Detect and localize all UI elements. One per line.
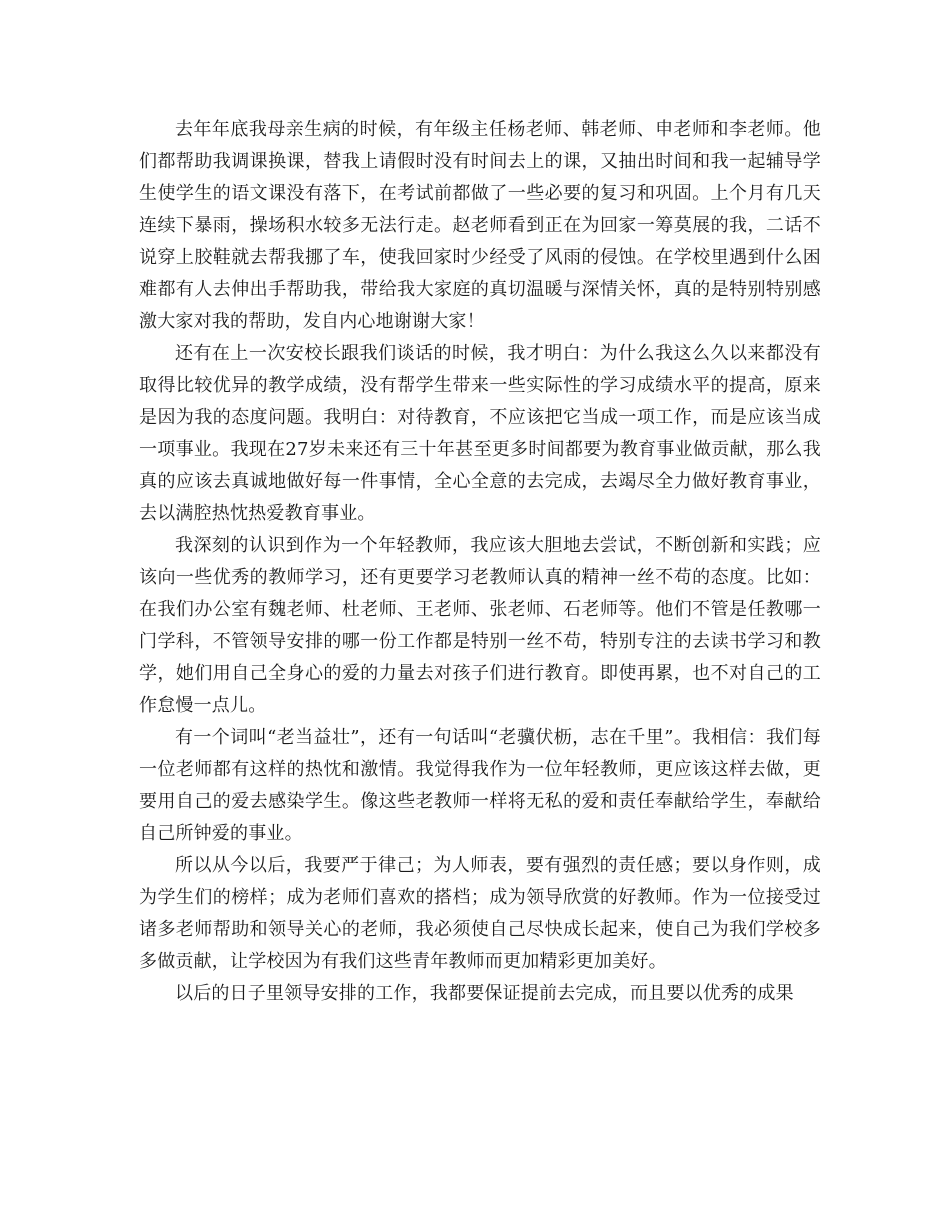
paragraph-3: 我深刻的认识到作为一个年轻教师，我应该大胆地去尝试，不断创新和实践；应该向一些优秀的教师学习，还有更要学习老教师认真的精神一丝不苟的态度。比如：在我们办公室有魏老师、杜老师、王老师、张老师、石老师等。他们不管是任教哪一门学科，不管领导安排的哪一份工作都是特别一丝不苟，特别专注的去读书学习和教学，她们用自己全身心的爱的力量去对孩子们进行教育。即使再累，也不对自己的工作怠慢一点儿。	[139, 535, 821, 716]
paragraph-2: 还有在上一次安校长跟我们谈话的时候，我才明白：为什么我这么久以来都没有取得比较优异的教学成绩，没有帮学生带来一些实际性的学习成绩水平的提高，原来是因为我的态度问题。我明白：对待教育，不应该把它当成一项工作，而是应该当成一项事业。我现在27岁未来还有三十年甚至更多时间都要为教育事业做贡献，那么我真的应该去真诚地做好每一件事情，全心全意的去完成，去竭尽全力做好教育事业，去以满腔热忱热爱教育事业。	[139, 343, 821, 524]
paragraph-4: 有一个词叫“老当益壮”，还有一句话叫“老骥伏枥，志在千里”。我相信：我们每一位老师都有这样的热忱和激情。我觉得我作为一位年轻教师，更应该这样去做，更要用自己的爱去感染学生。像这些老教师一样将无私的爱和责任奉献给学生，奉献给自己所钟爱的事业。	[139, 727, 821, 844]
paragraph-6: 以后的日子里领导安排的工作，我都要保证提前去完成，而且要以优秀的成果	[175, 983, 794, 1004]
paragraph-1: 去年年底我母亲生病的时候，有年级主任杨老师、韩老师、申老师和李老师。他们都帮助我调课换课，替我上请假时没有时间去上的课，又抽出时间和我一起辅导学生使学生的语文课没有落下，在考试前都做了一些必要的复习和巩固。上个月有几天连续下暴雨，操场积水较多无法行走。赵老师看到正在为回家一筹莫展的我，二话不说穿上胶鞋就去帮我挪了车，使我回家时少经受了风雨的侵蚀。在学校里遇到什么困难都有人去伸出手帮助我，带给我大家庭的真切温暖与深情关怀，真的是特别特别感激大家对我的帮助，发自内心地谢谢大家！	[139, 119, 821, 332]
paragraph-5: 所以从今以后，我要严于律己；为人师表，要有强烈的责任感；要以身作则，成为学生们的榜样；成为老师们喜欢的搭档；成为领导欣赏的好教师。作为一位接受过诸多老师帮助和领导关心的老师，我必须使自己尽快成长起来，使自己为我们学校多多做贡献，让学校因为有我们这些青年教师而更加精彩更加美好。	[139, 855, 821, 972]
document-body	[139, 114, 821, 1010]
